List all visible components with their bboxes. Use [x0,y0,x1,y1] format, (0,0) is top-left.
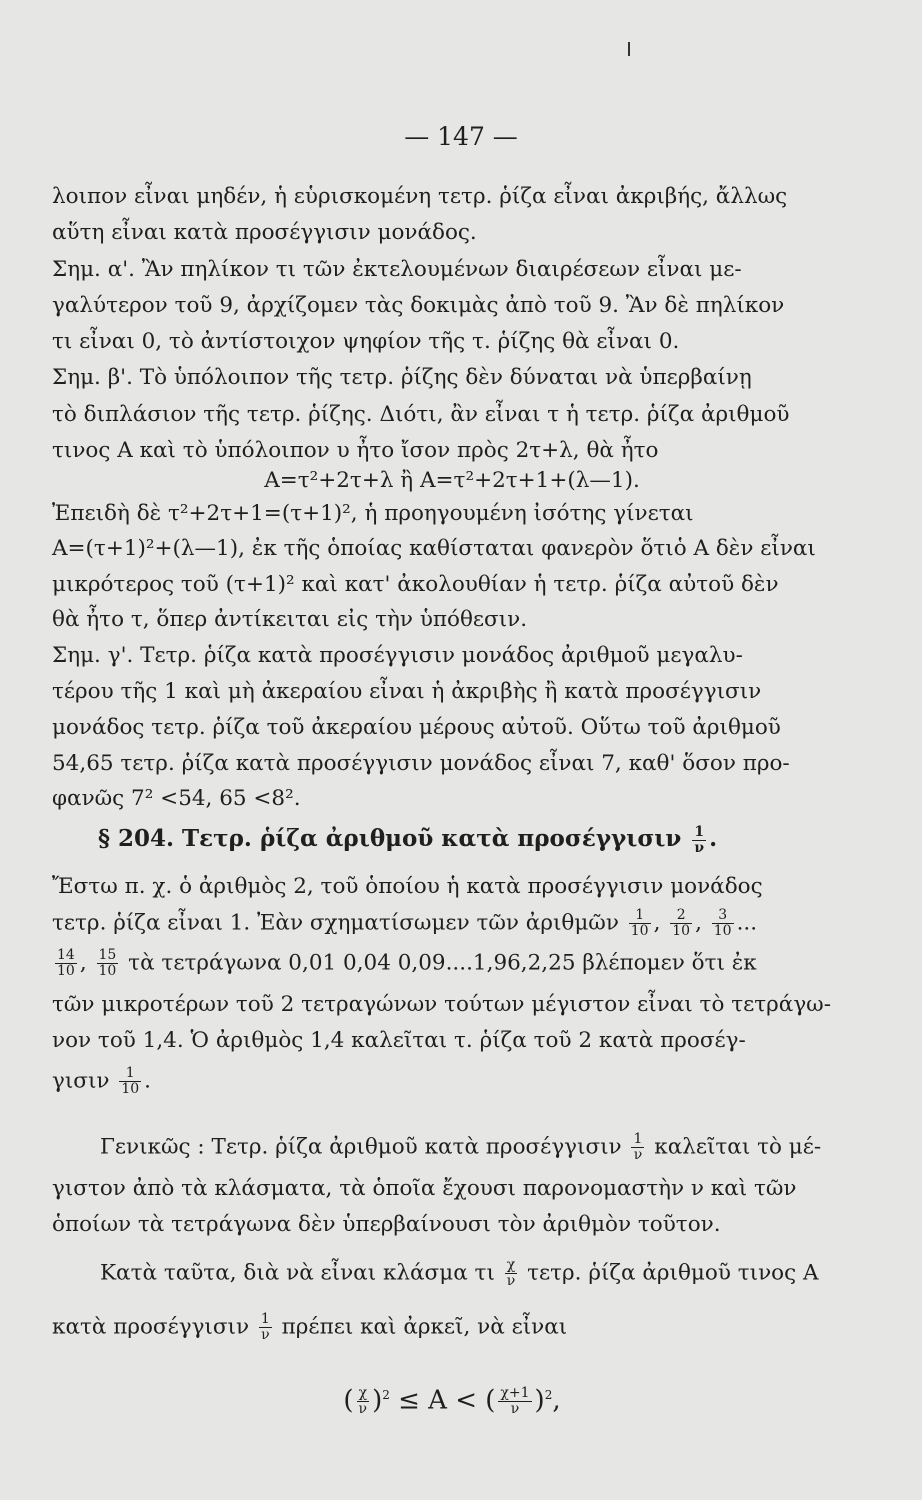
text-line: Ἔστω π. χ. ὁ ἀριθμὸς 2, τοῦ ὁποίου ἡ κατὰ προσέγγισιν μονάδος [52,874,763,899]
text-line: τῶν μικροτέρων τοῦ 2 τετραγώνων τούτων μέγιστον εἶναι τὸ τετράγω- [52,992,831,1017]
text-line: τι εἶναι 0, τὸ ἀντίστοιχον ψηφίον τῆς τ. ῥίζης θὰ εἶναι 0. [52,329,680,354]
text-line: γαλύτερον τοῦ 9, ἀρχίζομεν τὰς δοκιμὰς ἀπὸ τοῦ 9. Ἂν δὲ πηλίκον [52,293,785,318]
text-line: Σημ. α'. Ἂν πηλίκον τι τῶν ἐκτελουμένων διαιρέσεων εἶναι με- [52,257,742,282]
page-mark [628,42,630,56]
inequality: ( $\frac{\chi}{\nu}$ )$^2$ ≤ A < ( $\frac{\chi+1}{\nu}$ )$^2$, [343,1385,561,1418]
text-line: 54,65 τετρ. ῥίζα κατὰ προσέγγισιν μονάδος εἶναι 7, καθ' ὅσον προ- [52,751,790,776]
fraction: $\frac{\chi+1}{\nu}$ [500,1385,530,1418]
page-number: — 147 — [404,122,518,151]
equation-line: Α=τ²+2τ+λ ἢ Α=τ²+2τ+1+(λ—1). [264,468,640,493]
text-line: θὰ ἦτο τ, ὅπερ ἀντίκειται εἰς τὴν ὑπόθεσιν. [52,607,528,632]
text-line: λοιπον εἶναι μηδέν, ἡ εὑρισκομένη τετρ. ῥίζα εἶναι ἀκριβής, ἄλλως [52,184,788,209]
text-line: Σημ. β'. Τὸ ὑπόλοιπον τῆς τετρ. ῥίζης δὲν δύναται νὰ ὑπερβαίνῃ [52,365,752,390]
text-line: φανῶς 7² <54, 65 <8². [52,786,301,811]
section-heading-text: § 204. Τετρ. ῥίζα ἀριθμοῦ κατὰ προσέγγισιν [98,825,682,852]
text-line: Σημ. γ'. Τετρ. ῥίζα κατὰ προσέγγισιν μονάδος ἀριθμοῦ μεγαλυ- [52,643,743,668]
text-line: τινος Α καὶ τὸ ὑπόλοιπον υ ἦτο ἴσον πρὸς 2τ+λ, θὰ ἦτο [52,438,659,463]
fraction: $\frac{3}{10}$ [713,907,732,939]
text-line: μονάδος τετρ. ῥίζα τοῦ ἀκεραίου μέρους αὐτοῦ. Οὕτω τοῦ ἀριθμοῦ [52,715,781,740]
fraction: $\frac{14}{10}$ [57,947,75,979]
text-line: $\frac{14}{10}$ , $\frac{15}{10}$ τὰ τετράγωνα 0,01 0,04 0,09....1,96,2,25 βλέπομεν ὅτι ἐκ [57,947,757,979]
fraction: $\frac{2}{10}$ [672,907,691,939]
text-line: γισιν $\frac{1}{10}$ . [52,1065,151,1097]
text-line: ὁποίων τὰ τετράγωνα δὲν ὑπερβαίνουσι τὸν ἀριθμὸν τοῦτον. [52,1212,721,1237]
section-heading: § 204. Τετρ. ῥίζα ἀριθμοῦ κατὰ προσέγγισιν $\frac{1}{\nu}$ . [98,823,718,856]
text-line: μικρότερος τοῦ (τ+1)² καὶ κατ' ἀκολουθίαν ἡ τετρ. ῥίζα αὐτοῦ δὲν [52,572,779,597]
text-line: τετρ. ῥίζα εἶναι 1. Ἐὰν σχηματίσωμεν τῶν ἀριθμῶν $\frac{1}{10}$ , $\frac{2}{10}$ , $\frac{3}{10}$ ... [52,907,758,939]
text-line: τὸ διπλάσιον τῆς τετρ. ῥίζης. Διότι, ἂν εἶναι τ ἡ τετρ. ῥίζα ἀριθμοῦ [52,402,790,427]
text-line: κατὰ προσέγγισιν $\frac{1}{\nu}$ πρέπει καὶ ἀρκεῖ, νὰ εἶναι [52,1311,568,1343]
text-line: Α=(τ+1)²+(λ—1), ἐκ τῆς ὁποίας καθίσταται φανερὸν ὅτιὁ Α δὲν εἶναι [52,536,816,561]
fraction: $\frac{1}{10}$ [121,1065,140,1097]
text-line: αὕτη εἶναι κατὰ προσέγγισιν μονάδος. [52,220,477,245]
text-line: νον τοῦ 1,4. Ὁ ἀριθμὸς 1,4 καλεῖται τ. ῥίζα τοῦ 2 κατὰ προσέγ- [52,1028,746,1053]
text-line: γιστον ἀπὸ τὰ κλάσματα, τὰ ὁποῖα ἔχουσι παρονομαστὴν ν καὶ τῶν [52,1176,797,1201]
text-line: Γενικῶς : Τετρ. ῥίζα ἀριθμοῦ κατὰ προσέγγισιν $\frac{1}{\nu}$ καλεῖται τὸ μέ- [100,1131,822,1163]
fraction: $\frac{\chi}{\nu}$ [506,1257,516,1289]
text-line: Κατὰ ταῦτα, διὰ νὰ εἶναι κλάσμα τι $\frac{\chi}{\nu}$ τετρ. ῥίζα ἀριθμοῦ τινος Α [100,1257,819,1289]
fraction: $\frac{1}{\nu}$ [633,1131,643,1163]
fraction: $\frac{\chi}{\nu}$ [358,1385,368,1418]
fraction: $\frac{1}{\nu}$ [694,823,705,856]
fraction: $\frac{1}{\nu}$ [260,1311,270,1343]
text-line: Ἐπειδὴ δὲ τ²+2τ+1=(τ+1)², ἡ προηγουμένη ἰσότης γίνεται [52,501,694,526]
fraction: $\frac{1}{10}$ [630,907,649,939]
text-line: τέρου τῆς 1 καὶ μὴ ἀκεραίου εἶναι ἡ ἀκριβὴς ἢ κατὰ προσέγγισιν [52,679,762,704]
fraction: $\frac{15}{10}$ [98,947,117,979]
